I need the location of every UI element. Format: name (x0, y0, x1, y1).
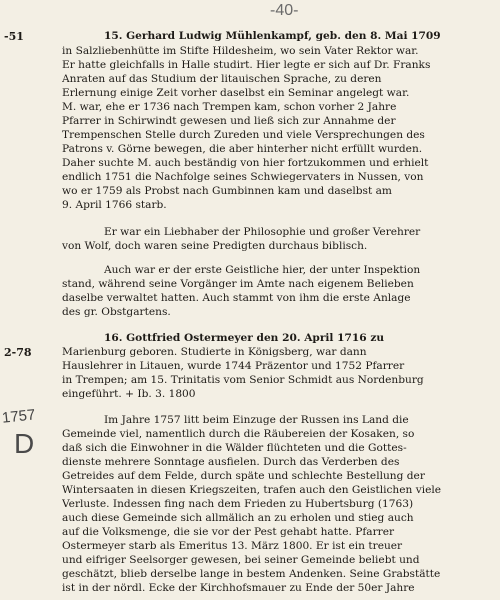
entry16-para2-line: auch diese Gemeinde sich allmälich an zu erholen und stieg auch (62, 512, 414, 524)
entry15-para3-line: daselbe verwaltet hatten. Auch stammt von ihm die erste Anlage (62, 292, 411, 304)
entry15-line: Pfarrer in Schirwindt gewesen und ließ sich zur Annahme der (62, 115, 396, 127)
entry15-heading-line: 15. Gerhard Ludwig Mühlenkampf, geb. den 8. Mai 1709 (104, 30, 441, 42)
entry15-line: 9. April 1766 starb. (62, 199, 167, 211)
entry15-line: endlich 1751 die Nachfolge seines Schwiegervaters in Nussen, von (62, 171, 424, 183)
entry16-line: Marienburg geboren. Studierte in Königsberg, war dann (62, 346, 367, 358)
entry15-line: Patrons v. Görne bewegen, die aber hinterher nicht erfüllt wurden. (62, 143, 423, 155)
entry15-line: Daher suchte M. auch beständig von hier fortzukommen und erhielt (62, 157, 429, 169)
entry15-line: Erlernung einige Zeit vorher daselbst ein Seminar angelegt war. (62, 87, 410, 99)
entry15-para3-line: Auch war er der erste Geistliche hier, der unter Inspektion (104, 264, 421, 276)
entry15-para2-line: von Wolf, doch waren seine Predigten durchaus biblisch. (62, 240, 368, 252)
entry16-para2-line: Getreides auf dem Felde, durch späte und schlechte Bestellung der (62, 470, 425, 482)
entry16-line: eingeführt. + Ib. 3. 1800 (62, 388, 196, 400)
entry16-para2-line: Im Jahre 1757 litt beim Einzuge der Russen ins Land die (104, 414, 409, 426)
entry16-para2-line: und eifriger Seelsorger gewesen, bei seiner Gemeinde beliebt und (62, 554, 420, 566)
entry16-para2-line: Verluste. Indessen fing nach dem Frieden zu Hubertsburg (1763) (62, 498, 414, 510)
entry16-para2-line: dienste mehrere Sonntage ausfielen. Durch das Verderben des (62, 456, 400, 468)
entry16-heading-line: 16. Gottfried Ostermeyer den 20. April 1716 zu (104, 332, 385, 344)
entry16-para2-line: Gemeinde viel, namentlich durch die Räubereien der Kosaken, so (62, 428, 415, 440)
entry15-line: wo er 1759 als Probst nach Gumbinnen kam und daselbst am (62, 185, 392, 197)
entry15-line: M. war, ehe er 1736 nach Trempen kam, schon vorher 2 Jahre (62, 101, 397, 113)
entry15-para3-line: stand, während seine Vorgänger im Amte nach eigenem Belieben (62, 278, 414, 290)
entry15-line: in Salzliebenhütte im Stifte Hildesheim, wo sein Vater Rektor war. (62, 45, 419, 57)
entry16-para2-line: Ostermeyer starb als Emeritus 13. März 1800. Er ist ein treuer (62, 540, 403, 552)
entry15-line: Er hatte gleichfalls in Halle studirt. Hier legte er sich auf Dr. Franks (62, 59, 431, 71)
entry15-line: Anraten auf das Studium der litauischen Sprache, zu deren (62, 73, 382, 85)
entry16-para2-line: auf die Volksmenge, die sie vor der Pest gehabt hatte. Pfarrer (62, 526, 395, 538)
entry16-para2-line: Wintersaaten in diesen Kriegszeiten, trafen auch den Geistlichen viele (62, 484, 442, 496)
entry16-para2-line: geschätzt, blieb derselbe lange in bestem Andenken. Seine Grabstätte (62, 568, 441, 580)
entry16-para2-line: ist in der nördl. Ecke der Kirchhofsmauer zu Ende der 50er Jahre (62, 582, 415, 594)
entry16-para2-line: daß sich die Einwohner in die Wälder flüchteten und die Gottes- (62, 442, 407, 454)
entry15-line: Trempenschen Stelle durch Zureden und viele Versprechungen des (62, 129, 425, 141)
handwritten-letter-mark: D (14, 428, 35, 459)
page-number: -40- (270, 2, 299, 19)
entry15-para2-line: Er war ein Liebhaber der Philosophie und großer Verehrer (104, 226, 421, 238)
handwritten-year-note: 1757 (1, 406, 37, 427)
entry16-line: in Trempen; am 15. Trinitatis vom Senior Schmidt aus Nordenburg (62, 374, 424, 386)
entry16-line: Hauslehrer in Litauen, wurde 1744 Präzentor und 1752 Pfarrer (62, 360, 405, 372)
margin-number-78: 2-78 (4, 346, 32, 359)
margin-number-51: -51 (4, 30, 24, 43)
entry15-para3-line: des gr. Obstgartens. (62, 306, 171, 318)
